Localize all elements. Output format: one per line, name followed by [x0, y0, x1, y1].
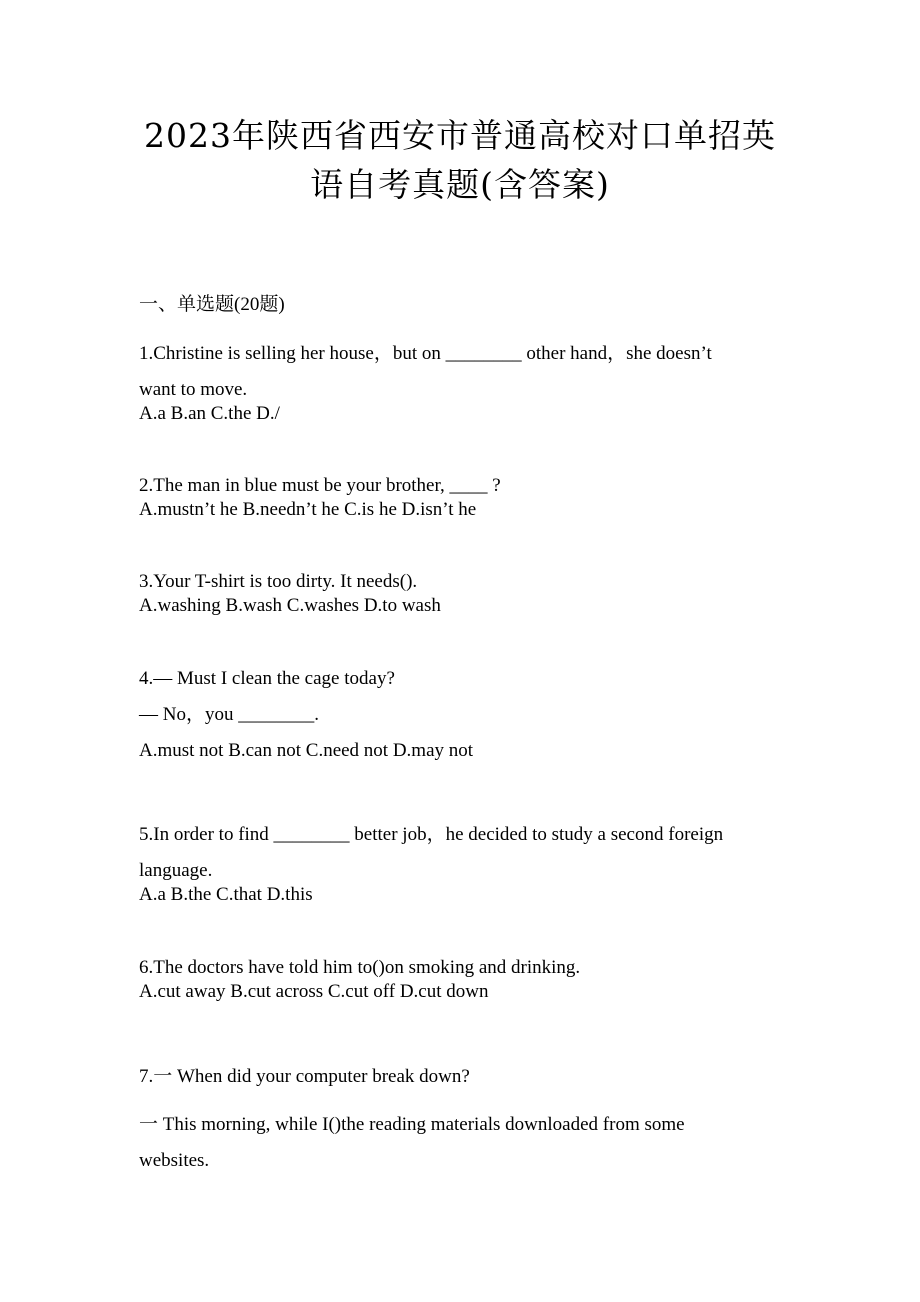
question-6-options: A.cut away B.cut across C.cut off D.cut down	[139, 981, 489, 1002]
question-2-options: A.mustn’t he B.needn’t he C.is he D.isn’t he	[139, 499, 477, 520]
question-1-options: A.a B.an C.the D./	[139, 403, 280, 424]
question-3-text-line-1: 3.Your T-shirt is too dirty. It needs().	[139, 571, 418, 592]
question-2-text-line-1: 2.The man in blue must be your brother, ____ ?	[139, 475, 501, 496]
question-7-text-line-1: 7.一 When did your computer break down?	[139, 1066, 470, 1087]
question-4-options: A.must not B.can not C.need not D.may not	[139, 740, 474, 761]
question-7-text-line-3: websites.	[139, 1150, 210, 1171]
question-6-text-line-1: 6.The doctors have told him to()on smoking and drinking.	[139, 957, 581, 978]
question-4-text-line-1: 4.— Must I clean the cage today?	[139, 668, 395, 689]
section-heading: 一、单选题(20题)	[139, 294, 285, 315]
question-1-text-line-2: want to move.	[139, 379, 248, 400]
document-title-line-1: 2023年陕西省西安市普通高校对口单招英	[144, 116, 776, 155]
question-5-options: A.a B.the C.that D.this	[139, 884, 313, 905]
document-title-line-2: 语自考真题(含答案)	[310, 165, 610, 204]
question-7-text-line-2: 一 This morning, while I()the reading materials downloaded from some	[139, 1114, 685, 1135]
question-5-text-line-2: language.	[139, 860, 213, 881]
question-4-text-line-2: — No，you ________.	[139, 704, 319, 725]
question-3-options: A.washing B.wash C.washes D.to wash	[139, 595, 441, 616]
question-5-text-line-1: 5.In order to find ________ better job，he decided to study a second foreign	[139, 824, 724, 845]
question-1-text-line-1: 1.Christine is selling her house，but on ________ other hand，she doesn’t	[139, 343, 712, 364]
